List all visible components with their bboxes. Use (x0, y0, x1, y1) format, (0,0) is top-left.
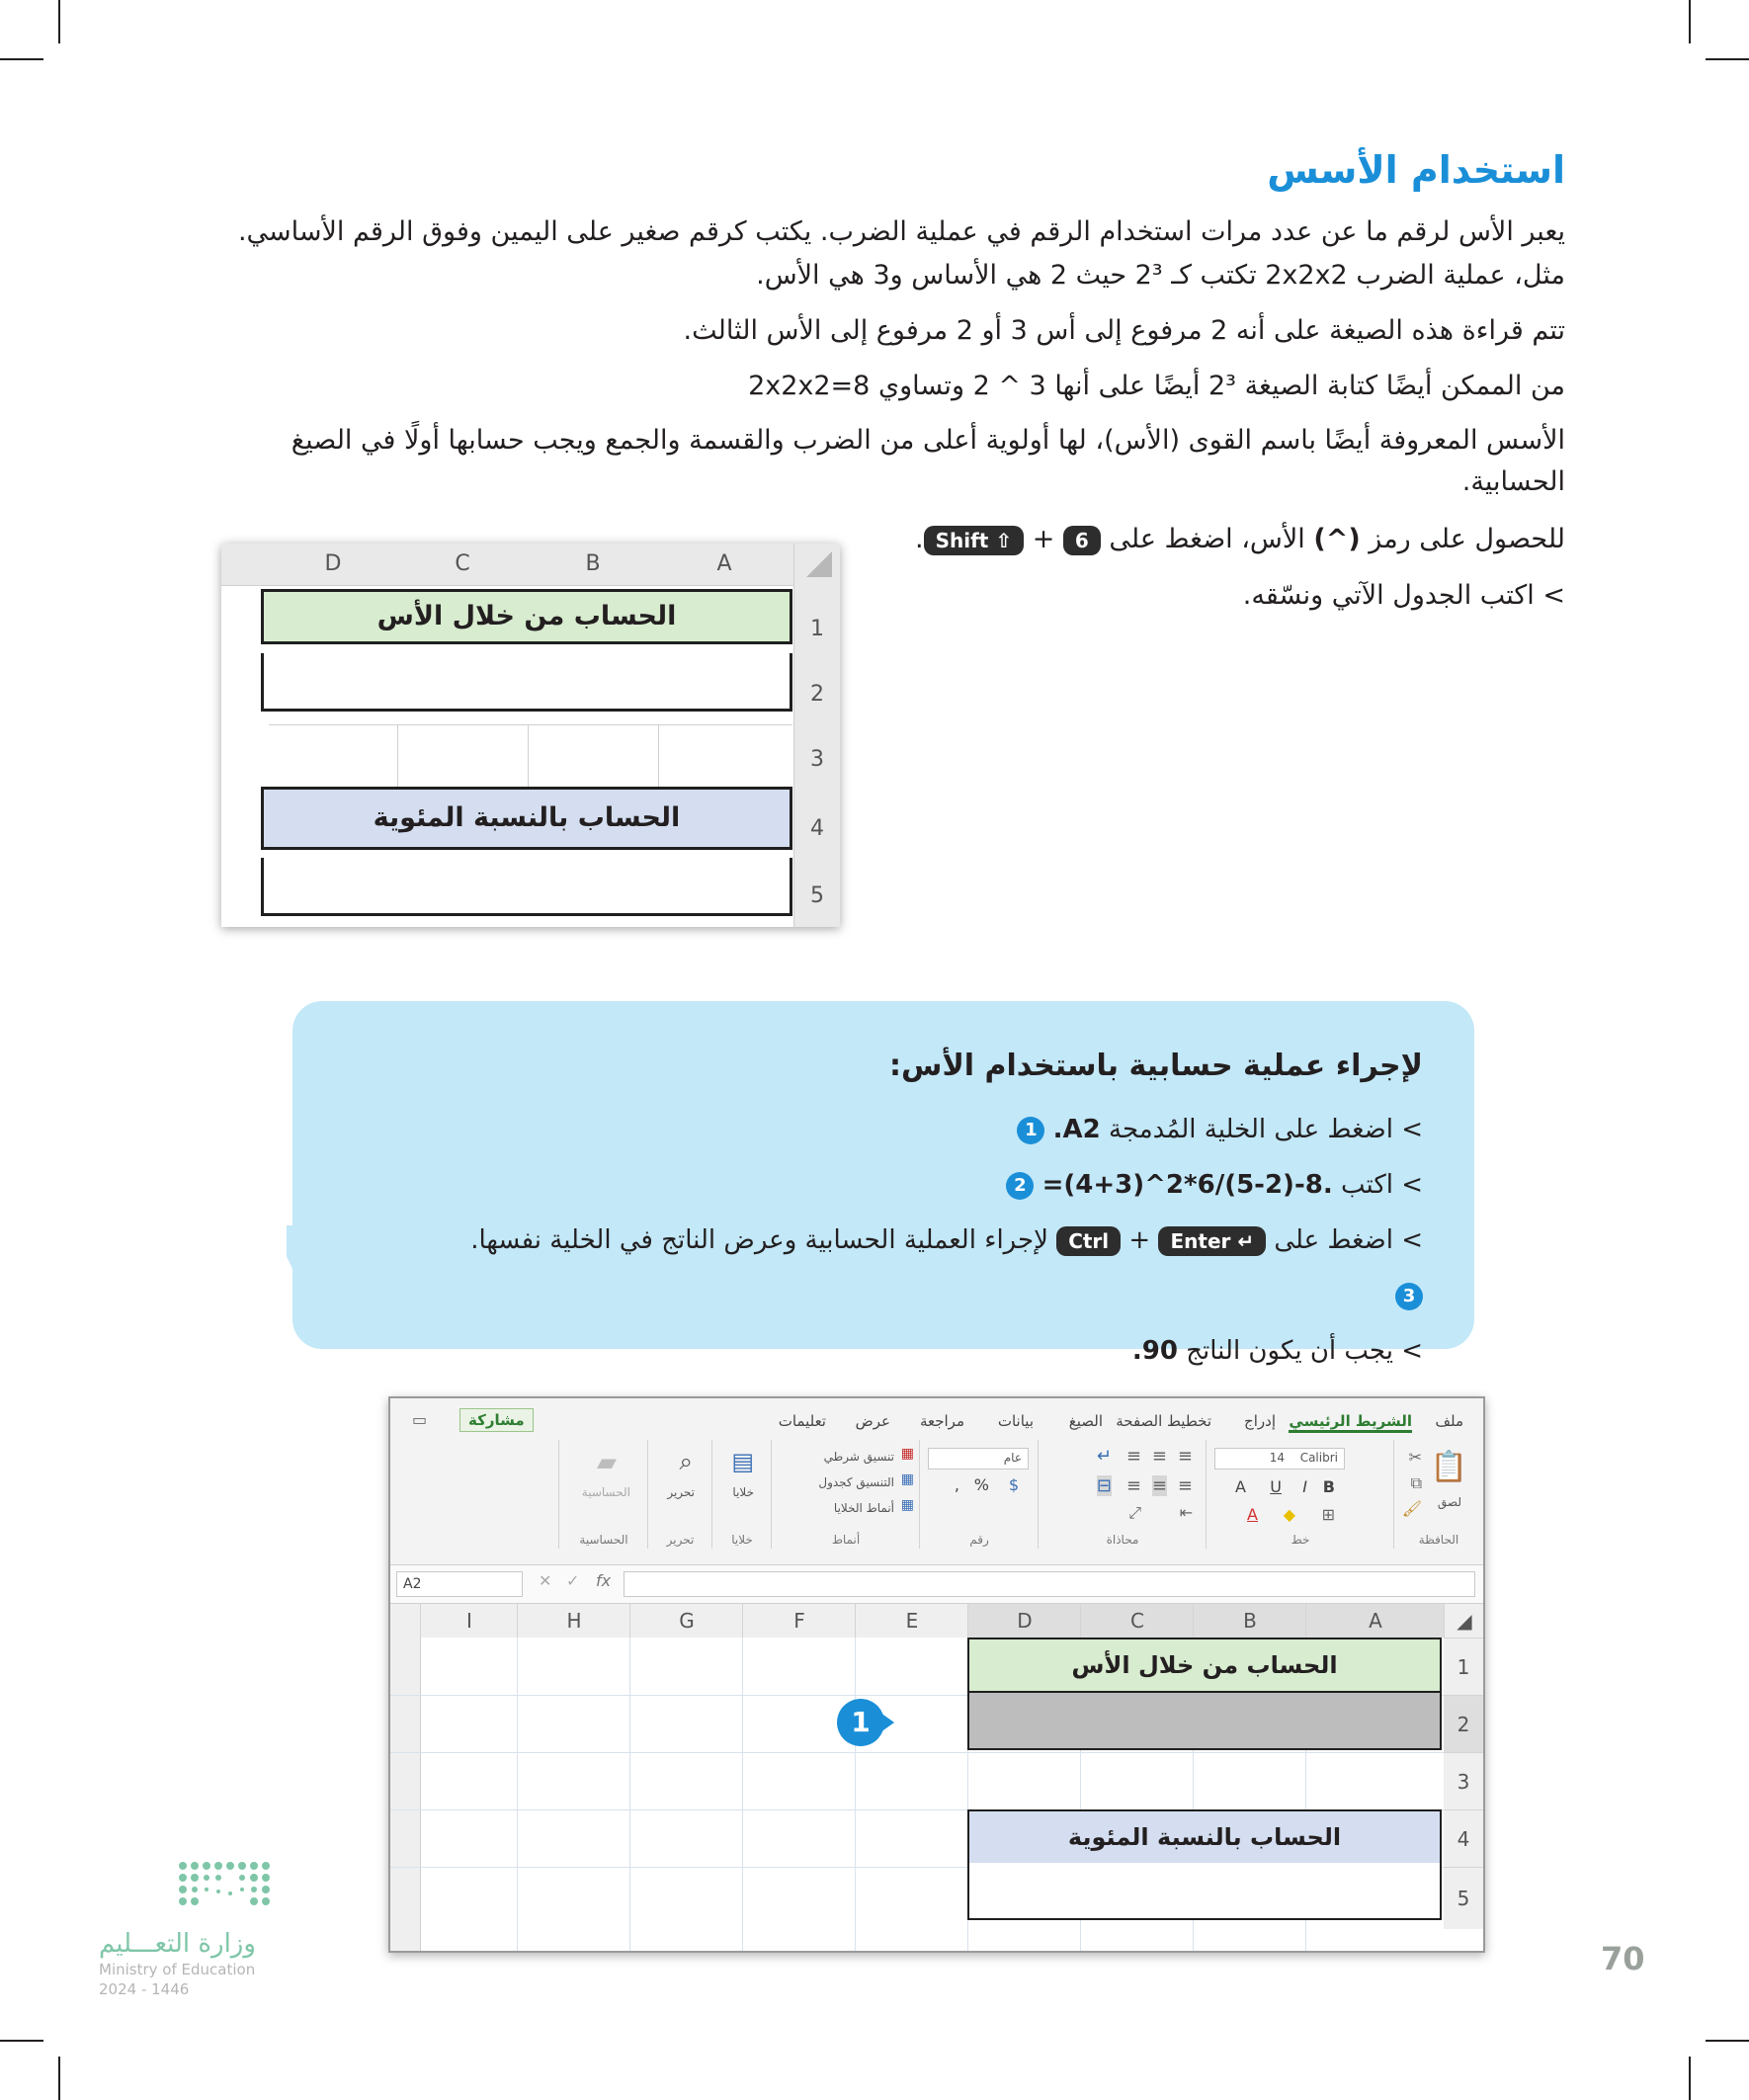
academic-year: 2024 - 1446 (99, 1980, 190, 1998)
col-header-e[interactable]: E (855, 1604, 968, 1638)
paragraph-example: مثل، عملية الضرب 2x2x2 تكتب كـ 2³ حيث 2 هي الأساس و3 هي الأس. (756, 260, 1565, 291)
font-name-box[interactable] (1214, 1448, 1345, 1470)
row-header-3: 3 (810, 747, 824, 772)
indent-icon[interactable]: ⇤ (1179, 1503, 1193, 1522)
excel-window-screenshot (388, 1396, 1485, 1953)
tab-file[interactable]: ملف (1435, 1412, 1463, 1430)
sensitivity-icon[interactable]: ▰ (597, 1448, 617, 1477)
paragraph-precedence: الأسس المعروفة أيضًا باسم القوى (الأس)، لها أولوية أعلى من الضرب والقسمة والجمع ويجب حسابها أولًا في الصيغ الحسابية. (291, 425, 1565, 497)
tab-formulas[interactable]: الصيغ (1068, 1412, 1103, 1430)
currency-icon[interactable]: $ (1008, 1475, 1019, 1494)
group-alignment (1038, 1440, 1207, 1549)
underline-icon[interactable]: U (1270, 1477, 1282, 1496)
caret-symbol: (^) (1313, 524, 1361, 554)
crop-mark (1706, 2040, 1749, 2042)
row-header-3[interactable]: 3 (1444, 1752, 1483, 1810)
font-name: Calibri (1299, 1451, 1338, 1465)
italic-icon[interactable]: I (1302, 1477, 1307, 1496)
group-editing (647, 1440, 712, 1549)
crop-mark (1689, 2057, 1691, 2100)
select-all-corner[interactable]: ◢ (1444, 1604, 1484, 1638)
col-header-h[interactable]: H (517, 1604, 630, 1638)
shortcut-text-after: الأس، اضغط على (1109, 524, 1305, 554)
bold-icon[interactable]: B (1322, 1477, 1335, 1496)
key-ctrl: Ctrl (1056, 1226, 1121, 1256)
row-header-1[interactable]: 1 (1444, 1638, 1483, 1696)
row-header-5: 5 (810, 883, 824, 908)
instruction-write-table: > اكتب الجدول الآتي ونسّقه. (1242, 580, 1565, 611)
shortcut-text-before: للحصول على رمز (1369, 524, 1565, 554)
col-header-c[interactable]: C (1080, 1604, 1194, 1638)
group-label-clipboard: الحافظة (1418, 1533, 1459, 1547)
excel-merged-cell-a2-selected[interactable] (967, 1693, 1442, 1750)
col-header-b: B (585, 551, 601, 576)
comments-icon[interactable]: ▭ (412, 1410, 428, 1429)
row-header-1: 1 (810, 617, 824, 641)
step-1-cell: A2. (1052, 1115, 1101, 1144)
group-sensitivity (558, 1440, 648, 1549)
font-color-icon[interactable]: A (1247, 1505, 1258, 1524)
tab-page-layout[interactable]: تخطيط الصفحة (1116, 1412, 1211, 1430)
align-top-icon[interactable]: ≡ (1177, 1446, 1193, 1467)
section-title: استخدام الأسس (1267, 148, 1565, 192)
col-header-i[interactable]: I (420, 1604, 518, 1638)
merged-cell-a4: الحساب بالنسبة المئوية (261, 787, 792, 850)
key-enter: Enter ↵ (1158, 1226, 1266, 1256)
small-spreadsheet-figure (221, 544, 840, 927)
step-2-formula: =(4+3)^2*6/(5-2)-8. (1041, 1170, 1333, 1200)
crop-mark (58, 2057, 60, 2100)
step-3-text: > اضغط على (1274, 1225, 1423, 1255)
vertical-scrollbar[interactable] (390, 1604, 421, 1951)
excel-merged-cell-a4[interactable]: الحساب بالنسبة المئوية (967, 1809, 1442, 1865)
plus-sign: + (1032, 524, 1055, 554)
tab-home[interactable]: الشريط الرئيسي (1289, 1412, 1412, 1433)
col-header-a[interactable]: A (1305, 1604, 1445, 1638)
tab-review[interactable]: مراجعة (919, 1412, 964, 1430)
step-1-text: > اضغط على الخلية المُدمجة (1109, 1115, 1423, 1144)
fill-color-icon[interactable]: ◆ (1283, 1505, 1295, 1524)
group-number (919, 1440, 1039, 1549)
step-3 (435, 1213, 1423, 1323)
orientation-icon[interactable]: ⤢ (1128, 1503, 1141, 1522)
select-all-corner (806, 551, 832, 577)
group-font (1206, 1440, 1394, 1549)
edit-label: تحرير (667, 1485, 695, 1499)
step-3-plus: + (1128, 1225, 1151, 1255)
merge-center-icon[interactable]: ⊟ (1096, 1475, 1112, 1496)
step-1 (435, 1102, 1423, 1157)
group-styles (771, 1440, 920, 1549)
step-4-text: > يجب أن يكون الناتج (1186, 1336, 1423, 1366)
group-cells (711, 1440, 772, 1549)
formula-input[interactable] (624, 1571, 1475, 1597)
col-header-c: C (455, 551, 470, 576)
format-painter-icon[interactable]: 🖌 (1401, 1499, 1422, 1518)
formula-bar (390, 1564, 1483, 1604)
cells-icon[interactable]: ▤ (731, 1448, 754, 1475)
align-center-icon[interactable]: ≡ (1151, 1475, 1167, 1496)
paste-label: لصق (1437, 1495, 1461, 1509)
cell-styles-icon: ▦ (900, 1497, 914, 1513)
cells-label: خلايا (732, 1485, 754, 1499)
step-1-badge: 1 (1017, 1117, 1044, 1144)
ministry-name-en: Ministry of Education (99, 1961, 256, 1978)
row-header-2: 2 (810, 682, 824, 707)
row-header-2[interactable]: 2 (1444, 1695, 1483, 1753)
col-header-f[interactable]: F (742, 1604, 856, 1638)
name-box[interactable]: A2 (396, 1571, 523, 1597)
key-shift: Shift ⇧ (924, 526, 1024, 555)
number-format: عام (1003, 1451, 1022, 1465)
group-clipboard (1393, 1440, 1483, 1549)
info-box-content (435, 1043, 1423, 1379)
format-table-icon: ▦ (900, 1471, 914, 1487)
group-label-font: خط (1291, 1533, 1310, 1547)
comma-icon[interactable]: , (954, 1475, 959, 1494)
format-as-table[interactable]: التنسيق كجدول (818, 1475, 894, 1489)
cut-icon[interactable]: ✂ (1408, 1448, 1422, 1467)
paragraph-caret-notation: من الممكن أيضًا كتابة الصيغة 2³ أيضًا على أنها 3 ^ 2 وتساوي 2x2x2=8 (748, 371, 1565, 401)
align-right-icon[interactable]: ≡ (1125, 1475, 1141, 1496)
number-format-box[interactable] (928, 1448, 1029, 1470)
paragraph-exponent-definition: يعبر الأس لرقم ما عن عدد مرات استخدام الرقم في عملية الضرب. يكتب كرقم صغير على اليمين وفوق الرقم الأساسي. (237, 216, 1565, 247)
conditional-formatting-icon: ▦ (900, 1446, 914, 1462)
share-button[interactable]: مشاركة (459, 1408, 534, 1432)
group-label-editing: تحرير (666, 1533, 695, 1547)
ministry-logo (99, 1858, 356, 1998)
group-label-alignment: محاذاة (1106, 1533, 1139, 1547)
step-2-text: > اكتب (1340, 1170, 1423, 1200)
step-2 (435, 1157, 1423, 1213)
key-6: 6 (1063, 526, 1101, 555)
borders-icon[interactable]: ⊞ (1321, 1505, 1335, 1524)
tab-insert[interactable]: إدراج (1244, 1412, 1276, 1430)
group-label-cells: خلايا (731, 1533, 753, 1547)
col-header-d[interactable]: D (967, 1604, 1081, 1638)
cell-styles[interactable]: أنماط الخلايا (833, 1501, 894, 1515)
step-2-badge: 2 (1006, 1172, 1034, 1200)
sensitivity-label: الحساسية (581, 1485, 630, 1499)
callout-pointer (880, 1713, 894, 1732)
crop-mark (1689, 0, 1691, 43)
conditional-formatting[interactable]: تنسيق شرطي (823, 1450, 894, 1464)
excel-merged-cell-a5[interactable] (967, 1863, 1442, 1920)
tab-help[interactable]: تعليمات (778, 1412, 826, 1430)
find-icon[interactable]: ⌕ (679, 1448, 693, 1475)
row-header-5[interactable]: 5 (1444, 1867, 1483, 1929)
page-number: 70 (1601, 1940, 1645, 1977)
worksheet-grid (390, 1604, 1483, 1951)
paste-icon[interactable]: 📋 (1430, 1450, 1467, 1484)
align-middle-icon[interactable]: ≡ (1151, 1446, 1167, 1467)
row-header-4[interactable]: 4 (1444, 1809, 1483, 1868)
crop-mark (1706, 58, 1749, 60)
percent-icon[interactable]: % (973, 1475, 989, 1494)
step-3-badge: 3 (1395, 1283, 1423, 1310)
merged-cell-a2 (261, 653, 792, 712)
copy-icon[interactable]: ⧉ (1410, 1473, 1422, 1492)
font-size: 14 (1269, 1451, 1285, 1465)
wrap-text-icon[interactable]: ↵ (1096, 1446, 1112, 1467)
callout-badge-1: 1 (837, 1699, 884, 1746)
font-grow-icon[interactable]: A (1235, 1477, 1246, 1496)
step-3-text-2: لإجراء العملية الحسابية وعرض الناتج في الخلية نفسها. (470, 1225, 1048, 1255)
col-header-g[interactable]: G (629, 1604, 743, 1638)
group-label-sensitivity: الحساسية (579, 1533, 628, 1547)
crop-mark (0, 2040, 43, 2042)
merged-cell-a1: الحساب من خلال الأس (261, 589, 792, 644)
fx-icon[interactable]: fx (596, 1571, 612, 1590)
period: . (915, 524, 924, 554)
paragraph-reading: تتم قراءة هذه الصيغة على أنه 2 مرفوع إلى أس 3 أو 2 مرفوع إلى الأس الثالث. (683, 315, 1565, 346)
row-header-4: 4 (810, 816, 824, 841)
excel-merged-cell-a1[interactable]: الحساب من خلال الأس (967, 1638, 1442, 1693)
col-header-d: D (324, 551, 342, 576)
ministry-name-ar: وزارة التعـــليم (99, 1929, 256, 1959)
col-header-b[interactable]: B (1193, 1604, 1306, 1638)
col-header-a: A (716, 551, 732, 576)
tab-view[interactable]: عرض (855, 1412, 890, 1430)
ministry-logo-dots-icon (99, 1858, 277, 1917)
crop-mark (58, 0, 60, 43)
group-label-number: رقم (969, 1533, 989, 1547)
crop-mark (0, 58, 43, 60)
step-4 (435, 1323, 1423, 1379)
align-left-icon[interactable]: ≡ (1177, 1475, 1193, 1496)
tab-data[interactable]: بيانات (997, 1412, 1034, 1430)
info-box-title: لإجراء عملية حسابية باستخدام الأس: (889, 1049, 1423, 1083)
align-bottom-icon[interactable]: ≡ (1125, 1446, 1141, 1467)
group-label-styles: أنماط (831, 1533, 861, 1547)
enter-icon[interactable]: ✓ (566, 1571, 580, 1590)
step-4-result: 90. (1131, 1336, 1178, 1366)
cancel-icon[interactable]: ✕ (539, 1571, 552, 1590)
merged-cell-a5 (261, 858, 792, 916)
